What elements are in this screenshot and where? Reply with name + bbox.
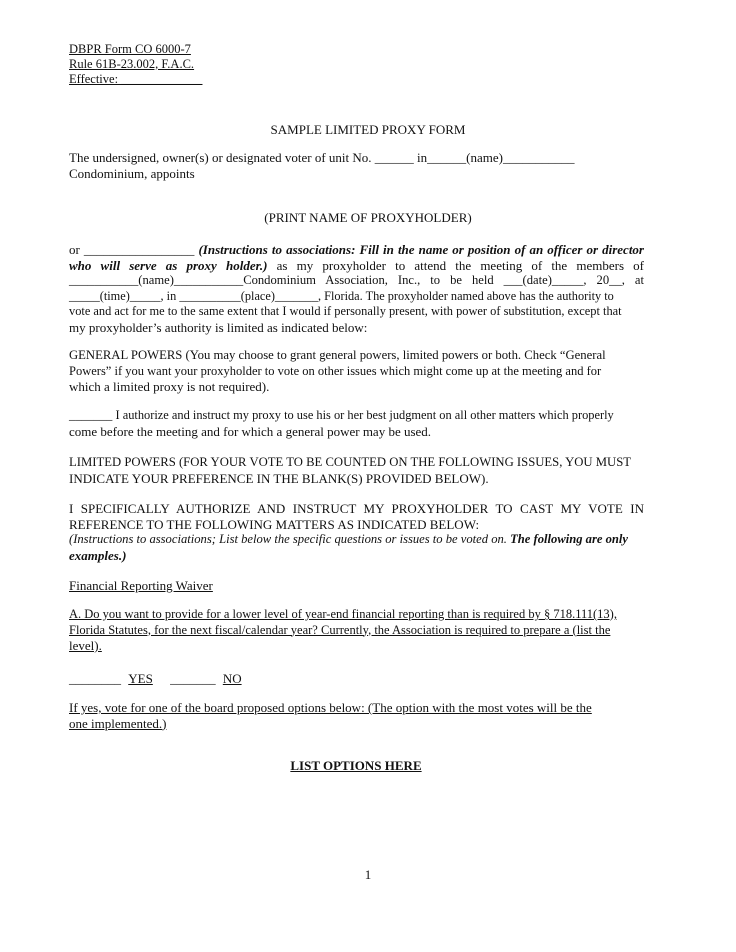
document-title: SAMPLE LIMITED PROXY FORM xyxy=(270,122,466,137)
specifically-line: REFERENCE TO THE FOLLOWING MATTERS AS INDICATED BELOW: xyxy=(69,516,480,532)
authorize-line: _______ I authorize and instruct my proxy to use his or her best judgment on all other matters which properly xyxy=(69,408,614,422)
form-number: DBPR Form CO 6000-7 xyxy=(69,42,191,56)
general-powers-line: GENERAL POWERS (You may choose to grant general powers, limited powers or both. Check “General xyxy=(69,348,606,362)
appoint-or-blank: or _________________ xyxy=(69,242,199,257)
yes-blank[interactable]: ________ xyxy=(69,671,121,686)
limited-powers-line: LIMITED POWERS (FOR YOUR VOTE TO BE COUNTED ON THE FOLLOWING ISSUES, YOU MUST xyxy=(69,455,632,469)
intro-line: The undersigned, owner(s) or designated voter of unit No. ______ in______(name)___________ xyxy=(69,150,575,165)
appoint-paragraph xyxy=(69,242,644,335)
print-name-label: (PRINT NAME OF PROXYHOLDER) xyxy=(264,210,472,225)
general-powers-line: Powers” if you want your proxyholder to vote on other issues which might come up at the meeting and for xyxy=(69,363,602,378)
appoint-line: ___________(name)___________Condominium Association, Inc., to be held ___(date)_____, 20__, at xyxy=(69,273,644,287)
vote-choice-row xyxy=(69,671,644,687)
instructions-text: (Instructions to associations; List below the specific questions or issues to be voted on. xyxy=(69,532,511,546)
list-options-heading: LIST OPTIONS HERE xyxy=(290,758,422,773)
limited-powers-paragraph xyxy=(69,455,644,486)
intro-line: Condominium, appoints xyxy=(69,165,195,181)
appoint-line: my proxyholder’s authority is limited as indicated below: xyxy=(69,319,368,335)
waiver-heading xyxy=(69,578,644,594)
form-header xyxy=(69,42,202,87)
appoint-line: vote and act for me to the same extent that I would if personally present, with power of substitution, except that xyxy=(69,304,622,318)
appoint-text: as my proxyholder to attend the meeting of the members of xyxy=(267,257,644,273)
question-a-line: A. Do you want to provide for a lower level of year-end financial reporting than is required by § 718.111(13), xyxy=(69,607,617,621)
examples-note: examples.) xyxy=(69,547,127,563)
question-a-line: level). xyxy=(69,638,102,653)
authorize-line: come before the meeting and for which a general power may be used. xyxy=(69,423,432,439)
effective-date: Effective: _____________ xyxy=(69,72,203,86)
intro-paragraph xyxy=(69,150,644,181)
no-blank[interactable]: _______ xyxy=(170,671,216,686)
waiver-heading-text: Financial Reporting Waiver xyxy=(69,578,213,593)
rule-number: Rule 61B-23.002, F.A.C. xyxy=(69,57,195,71)
instructions-to-associations: who will serve as proxy holder.) xyxy=(69,257,268,273)
question-a-line: Florida Statutes, for the next fiscal/calendar year? Currently, the Association is required to prepare a (list the xyxy=(69,622,611,637)
question-a-paragraph xyxy=(69,607,644,654)
specifically-line: I SPECIFICALLY AUTHORIZE AND INSTRUCT MY PROXYHOLDER TO CAST MY VOTE IN xyxy=(69,501,644,516)
authorize-general-paragraph xyxy=(69,408,644,439)
page-number: 1 xyxy=(364,867,372,882)
instructions-to-associations: (Instructions to associations: Fill in the name or position of an officer or director xyxy=(198,242,644,257)
limited-powers-line: INDICATE YOUR PREFERENCE IN THE BLANK(S) PROVIDED BELOW). xyxy=(69,470,489,486)
specifically-instructions xyxy=(69,532,644,548)
appoint-line: _____(time)_____, in __________(place)_______, Florida. The proxyholder named above has the authority to xyxy=(69,288,614,303)
general-powers-paragraph xyxy=(69,348,644,395)
appoint-line xyxy=(69,242,644,258)
no-option: NO xyxy=(222,671,242,686)
general-powers-line: which a limited proxy is not required). xyxy=(69,379,270,394)
if-yes-paragraph xyxy=(69,700,644,731)
examples-note: The following are only xyxy=(510,532,629,546)
if-yes-line: If yes, vote for one of the board proposed options below: (The option with the most votes will be the xyxy=(69,700,592,715)
appoint-line xyxy=(69,258,644,274)
if-yes-line: one implemented.) xyxy=(69,715,167,731)
specifically-authorize-paragraph xyxy=(69,501,644,563)
yes-option: YES xyxy=(128,671,153,686)
